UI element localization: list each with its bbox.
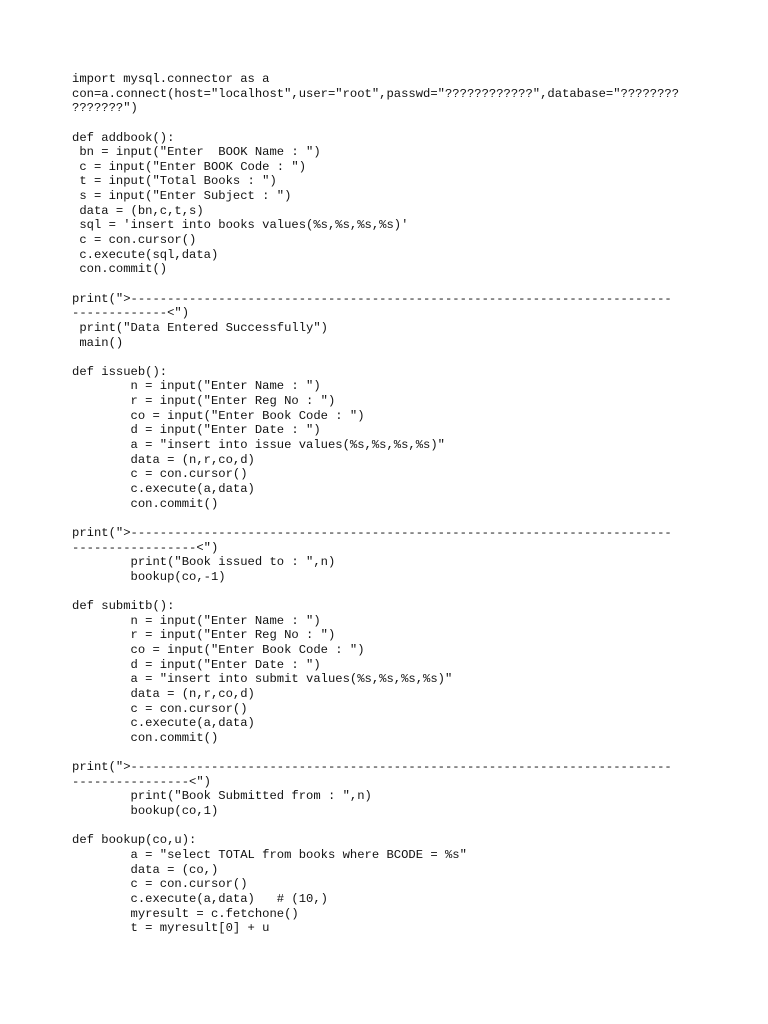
code-line: t = myresult[0] + u xyxy=(72,921,270,936)
code-line: def addbook(): xyxy=(72,130,175,145)
code-line: c = con.cursor() xyxy=(72,233,197,248)
code-line: data = (co,) xyxy=(72,862,219,877)
code-line: bookup(co,-1) xyxy=(72,569,226,584)
code-line: s = input("Enter Subject : ") xyxy=(72,189,292,204)
code-line: print("Data Entered Successfully") xyxy=(72,320,328,335)
blank-line xyxy=(72,745,712,760)
code-line: r = input("Enter Reg No : ") xyxy=(72,628,336,643)
code-line: c.execute(sql,data) xyxy=(72,247,219,262)
code-line: c.execute(a,data) xyxy=(72,716,255,731)
blank-line xyxy=(72,350,712,365)
code-line: n = input("Enter Name : ") xyxy=(72,613,321,628)
code-line: a = "insert into submit values(%s,%s,%s,%s)" xyxy=(72,672,453,687)
code-line: a = "select TOTAL from books where BCODE = %s" xyxy=(72,847,467,862)
code-line: t = input("Total Books : ") xyxy=(72,174,277,189)
code-line: bn = input("Enter BOOK Name : ") xyxy=(72,145,321,160)
code-line: c.execute(a,data) # (10,) xyxy=(72,891,328,906)
code-line: con.commit() xyxy=(72,496,219,511)
code-line: ----------------<") xyxy=(72,774,211,789)
code-line: d = input("Enter Date : ") xyxy=(72,423,321,438)
code-line: main() xyxy=(72,335,124,350)
blank-line xyxy=(72,511,712,526)
code-line: d = input("Enter Date : ") xyxy=(72,657,321,672)
code-line: data = (bn,c,t,s) xyxy=(72,203,204,218)
code-line: data = (n,r,co,d) xyxy=(72,686,255,701)
code-line: myresult = c.fetchone() xyxy=(72,906,299,921)
code-line: def submitb(): xyxy=(72,599,175,614)
blank-line xyxy=(72,116,712,131)
code-line: c = con.cursor() xyxy=(72,701,248,716)
code-line: r = input("Enter Reg No : ") xyxy=(72,394,336,409)
code-line: c = con.cursor() xyxy=(72,467,248,482)
code-line: a = "insert into issue values(%s,%s,%s,%s)" xyxy=(72,438,445,453)
code-line: print(">-------------------------------------------------------------------------- xyxy=(72,760,672,775)
code-line: print("Book issued to : ",n) xyxy=(72,555,336,570)
code-line: con.commit() xyxy=(72,262,168,277)
code-line: c = input("Enter BOOK Code : ") xyxy=(72,159,307,174)
code-line: -----------------<") xyxy=(72,540,219,555)
code-line: print(">-------------------------------------------------------------------------- xyxy=(72,525,672,540)
code-line: n = input("Enter Name : ") xyxy=(72,379,321,394)
code-line: print("Book Submitted from : ",n) xyxy=(72,789,372,804)
code-line: sql = 'insert into books values(%s,%s,%s,%s)' xyxy=(72,218,409,233)
code-line: -------------<") xyxy=(72,306,190,321)
code-line: c = con.cursor() xyxy=(72,877,248,892)
code-line: import mysql.connector as a xyxy=(72,72,270,86)
code-line: ???????") xyxy=(72,101,138,116)
code-line: con.commit() xyxy=(72,730,219,745)
code-line: print(">-------------------------------------------------------------------------- xyxy=(72,291,672,306)
code-line: bookup(co,1) xyxy=(72,804,219,819)
code-line: c.execute(a,data) xyxy=(72,481,255,496)
code-page xyxy=(72,72,712,936)
code-line: data = (n,r,co,d) xyxy=(72,452,255,467)
code-line: co = input("Enter Book Code : ") xyxy=(72,408,365,423)
code-line: co = input("Enter Book Code : ") xyxy=(72,642,365,657)
blank-line xyxy=(72,819,712,834)
code-line: con=a.connect(host="localhost",user="root",passwd="????????????",database="???????? xyxy=(72,86,680,101)
code-line: def issueb(): xyxy=(72,364,168,379)
blank-line xyxy=(72,277,712,292)
code-line: def bookup(co,u): xyxy=(72,833,197,848)
blank-line xyxy=(72,584,712,599)
